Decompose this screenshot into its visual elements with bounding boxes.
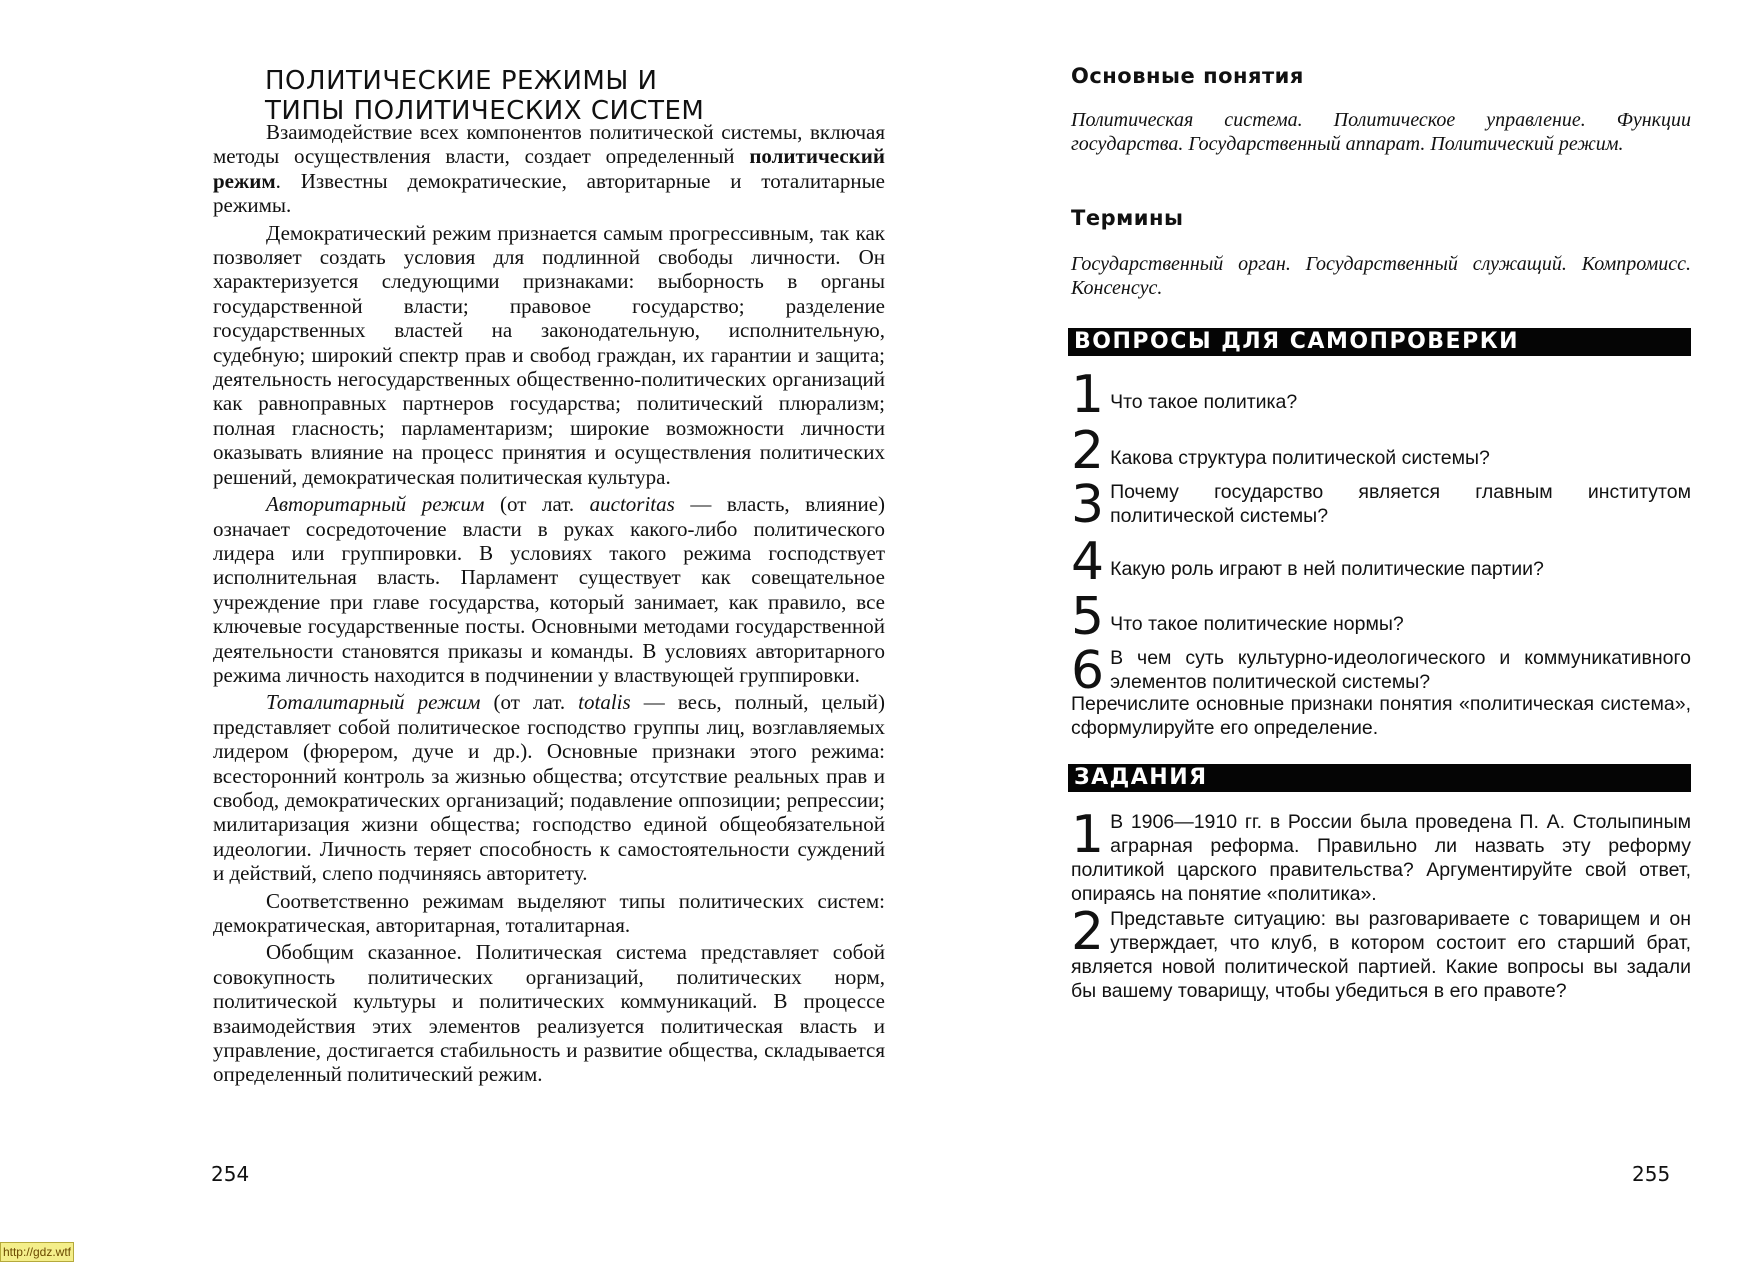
paragraph-4-latin: totalis [578, 690, 631, 715]
paragraph-1-text-b: . Известны демократические, авторитарные и тоталитарные режимы. [213, 168, 885, 218]
task-number: 2 [1071, 902, 1105, 962]
paragraph-6: Обобщим сказанное. Политическая система представляет собой совокупность политических организаций, политических норм, политической культуры и политических коммуникаций. В процессе взаимодействия этих элементов реализуется политическая власть и управление, достигается стабильность и развитие общества, складывается определенный политический режим. [213, 940, 885, 1087]
question-5 [1071, 587, 1691, 647]
section-title-line-2: ТИПЫ ПОЛИТИЧЕСКИХ СИСТЕМ [265, 96, 705, 126]
paragraph-3-text-a: (от лат. [484, 492, 590, 517]
question-2 [1071, 421, 1691, 481]
task-2 [1071, 902, 1691, 1003]
question-text: В чем суть культурно-идеологического и коммуникативного элементов политической системы? [1110, 647, 1691, 693]
paragraph-1-bold-term: политический режим [213, 144, 885, 193]
task-text: Представьте ситуацию: вы разговариваете с товарищем и он утверждает, что клуб, в котором состоит его старший брат, является новой политической партией. Какие вопросы вы задали бы вашему товарищу, чтобы убедиться в его правоте? [1071, 908, 1691, 1002]
question-6-extra: Перечислите основные признаки понятия «политическая система», сформулируйте его определение. [1071, 693, 1691, 739]
question-4 [1071, 532, 1691, 592]
question-number: 5 [1071, 587, 1105, 647]
paragraph-3-text-b: — власть, влияние) означает сосредоточение власти в руках какого-либо политического лидера или группировки. В условиях такого режима господствует исполнительная власть. Парламент существует как совещательное учреждение при главе государства, который занимает, как правило, все ключевые государственные посты. Основными методами государственной деятельности становятся приказы и команды. В условиях авторитарного режима личность находится в подчинении у властвующей группировки. [213, 492, 886, 687]
task-text: В 1906—1910 гг. в России была проведена П. А. Столыпиным аграрная реформа. Правильно ли назвать эту реформу политикой царского правительства? Аргументируйте свой ответ, опираясь на понятие «политика». [1071, 811, 1691, 905]
paragraph-1 [213, 120, 885, 218]
question-text: Почему государство является главным институтом политической системы? [1110, 481, 1691, 527]
paragraph-3 [213, 492, 885, 687]
question-number: 1 [1071, 365, 1105, 425]
paragraph-4-term: Тоталитарный режим [266, 690, 481, 715]
tasks-heading-bar: ЗАДАНИЯ [1068, 764, 1691, 792]
question-number: 3 [1071, 475, 1105, 535]
question-number: 6 [1071, 641, 1105, 701]
concepts-heading: Основные понятия [1071, 64, 1304, 88]
question-text: Что такое политика? [1110, 391, 1298, 413]
paragraph-4-text-b: — весь, полный, целый) представляет собой политическое господство группы лиц, возглавляемых лидером (фюрером, дуче и др.). Основные признаки этого режима: всесторонний контроль за жизнью общества; отсутствие реальных прав и свобод, демократических организаций; подавление оппозиции; репрессии; милитаризация жизни общества; господство единой общеобязательной идеологии. Личность теряет способность к самостоятельности суждений и действий, слепо подчиняясь авторитету. [213, 690, 885, 886]
questions-heading-bar: ВОПРОСЫ ДЛЯ САМОПРОВЕРКИ [1068, 328, 1691, 356]
page-number-right: 255 [1632, 1162, 1671, 1186]
task-number: 1 [1071, 805, 1105, 865]
question-text: Что такое политические нормы? [1110, 613, 1404, 635]
question-number: 4 [1071, 532, 1105, 592]
watermark-link[interactable]: http://gdz.wtf [0, 1242, 74, 1262]
paragraph-2: Демократический режим признается самым прогрессивным, так как позволяет создать условия для подлинной свободы личности. Он характеризуется следующими признаками: выборность в органы государственной власти; правовое государство; разделение государственных властей на законодательную, исполнительную, судебную; широкий спектр прав и свобод граждан, их гарантии и защита; деятельность негосударственных общественно-политических организаций как равноправных партнеров государства; политический плюрализм; полная гласность; парламентаризм; широкие возможности личности оказывать влияние на процесс принятия и осуществления политических решений, демократическая политическая культура. [213, 220, 885, 489]
right-page [1000, 0, 1761, 1266]
paragraph-1-text-a: Взаимодействие всех компонентов политической системы, включая методы осуществления власти, создает определенный [213, 120, 885, 169]
question-1 [1071, 365, 1691, 425]
paragraph-3-latin: auctoritas [589, 492, 675, 517]
section-title [265, 66, 865, 126]
section-title-line-1: ПОЛИТИЧЕСКИЕ РЕЖИМЫ И [265, 66, 658, 96]
task-1 [1071, 805, 1691, 906]
paragraph-4 [213, 690, 885, 885]
question-6 [1071, 641, 1691, 701]
terms-heading: Термины [1071, 206, 1184, 230]
question-3 [1071, 475, 1691, 535]
page-number-left: 254 [211, 1162, 250, 1186]
question-text: Какова структура политической системы? [1110, 447, 1490, 469]
paragraph-3-term: Авторитарный режим [266, 492, 485, 517]
paragraph-5: Соответственно режимам выделяют типы политических систем: демократическая, авторитарная, тоталитарная. [213, 888, 885, 937]
paragraph-4-text-a: (от лат. [480, 690, 579, 715]
question-text: Какую роль играют в ней политические партии? [1110, 558, 1544, 580]
body-text [213, 120, 885, 1090]
concepts-text: Политическая система. Политическое управление. Функции государства. Государственный аппарат. Политический режим. [1071, 109, 1691, 155]
terms-text: Государственный орган. Государственный служащий. Компромисс. Консенсус. [1071, 253, 1691, 299]
question-number: 2 [1071, 421, 1105, 481]
